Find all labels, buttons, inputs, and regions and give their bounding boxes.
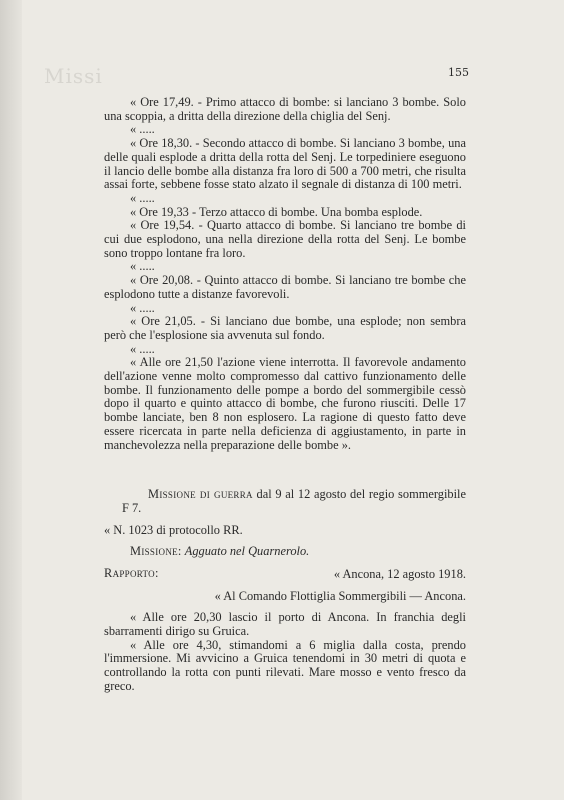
ellipsis-line: « ..... xyxy=(130,341,155,356)
ellipsis-line: « ..... xyxy=(130,300,155,315)
paragraph-1: « Ore 17,49. - Primo attacco di bombe: si lanciano 3 bombe. Solo una scoppia, a dritta della direzione della chiglia del Senj. xyxy=(104,95,466,123)
paragraph-5: « Ore 20,08. - Quinto attacco di bombe. Si lanciano tre bombe che esplodono tutte a distanze favorevoli. xyxy=(104,273,466,301)
paragraph-6: « Ore 21,05. - Si lanciano due bombe, una esplode; non sembra però che l'esplosione sia avvenuta sul fondo. xyxy=(104,314,466,342)
paragraph-7: « Alle ore 21,50 l'azione viene interrotta. Il favorevole andamento dell'azione venne molto compromesso dal cattivo funzionamento delle bombe. Il funzionamento delle pompe a bordo del sommergibile cessò dopo il quarto e quinto attacco di bombe, che furono riusciti. Delle 17 bombe lanciate, ben 8 non esplosero. La ragione di questo fatto deve essere ricercata in parte nella deficienza di aggiustamento, in parte in manchevolezza nella preparazione delle bombe ». xyxy=(104,355,466,452)
report-place-date: « Ancona, 12 agosto 1918. xyxy=(333,566,466,581)
mission-title xyxy=(104,488,466,515)
mission-line xyxy=(104,545,466,559)
paragraph-4: « Ore 19,54. - Quarto attacco di bombe. Si lanciano tre bombe di cui due esplodono, una nella direzione della rotta del Senj. Le bombe sono troppo lontane fra loro. xyxy=(104,218,466,260)
body-text xyxy=(104,96,466,693)
report-label: Rapporto: xyxy=(104,566,159,581)
mission-title-label: Missione di guerra xyxy=(148,487,253,502)
binding-edge xyxy=(0,0,22,800)
report-paragraph-2: « Alle ore 4,30, stimandomi a 6 miglia dalla costa, prendo l'immersione. Mi avvicino a Gruica tenendomi in 30 metri di quota e controllando la rotta con punti rilevati. Mare mosso e vento fresco da greco. xyxy=(104,637,466,693)
ellipsis-line: « ..... xyxy=(130,190,155,205)
paragraph-2: « Ore 18,30. - Secondo attacco di bombe. Si lanciano 3 bombe, una delle quali esplode a dritta della rotta del Senj. Le torpediniere eseguono il lancio delle bombe alla distanza fra loro di 500 a 700 metri, che risulta assai forte, sebbene fosse stato alzato il segnale di distanza di 100 metri. xyxy=(104,136,466,192)
ellipsis-line: « ..... xyxy=(130,122,155,137)
report-addressee: « Al Comando Flottiglia Sommergibili — Ancona. xyxy=(214,588,466,603)
mission-value: Agguato nel Quarnerolo. xyxy=(184,544,310,559)
protocol-line: « N. 1023 di protocollo RR. xyxy=(104,522,243,537)
page-number: 155 xyxy=(448,66,469,79)
mission-label: Missione: xyxy=(130,544,182,559)
report-paragraph-1: « Alle ore 20,30 lascio il porto di Ancona. In franchia degli sbarramenti dirigo su Gruica. xyxy=(104,610,466,638)
mission-title-rest: dal 9 al 12 agosto del regio sommergibile F 7. xyxy=(122,487,466,515)
bleed-through-text: Missi xyxy=(44,64,103,88)
paragraph-3: « Ore 19,33 - Terzo attacco di bombe. Una bomba esplode. xyxy=(130,204,423,219)
ellipsis-line: « ..... xyxy=(130,259,155,274)
